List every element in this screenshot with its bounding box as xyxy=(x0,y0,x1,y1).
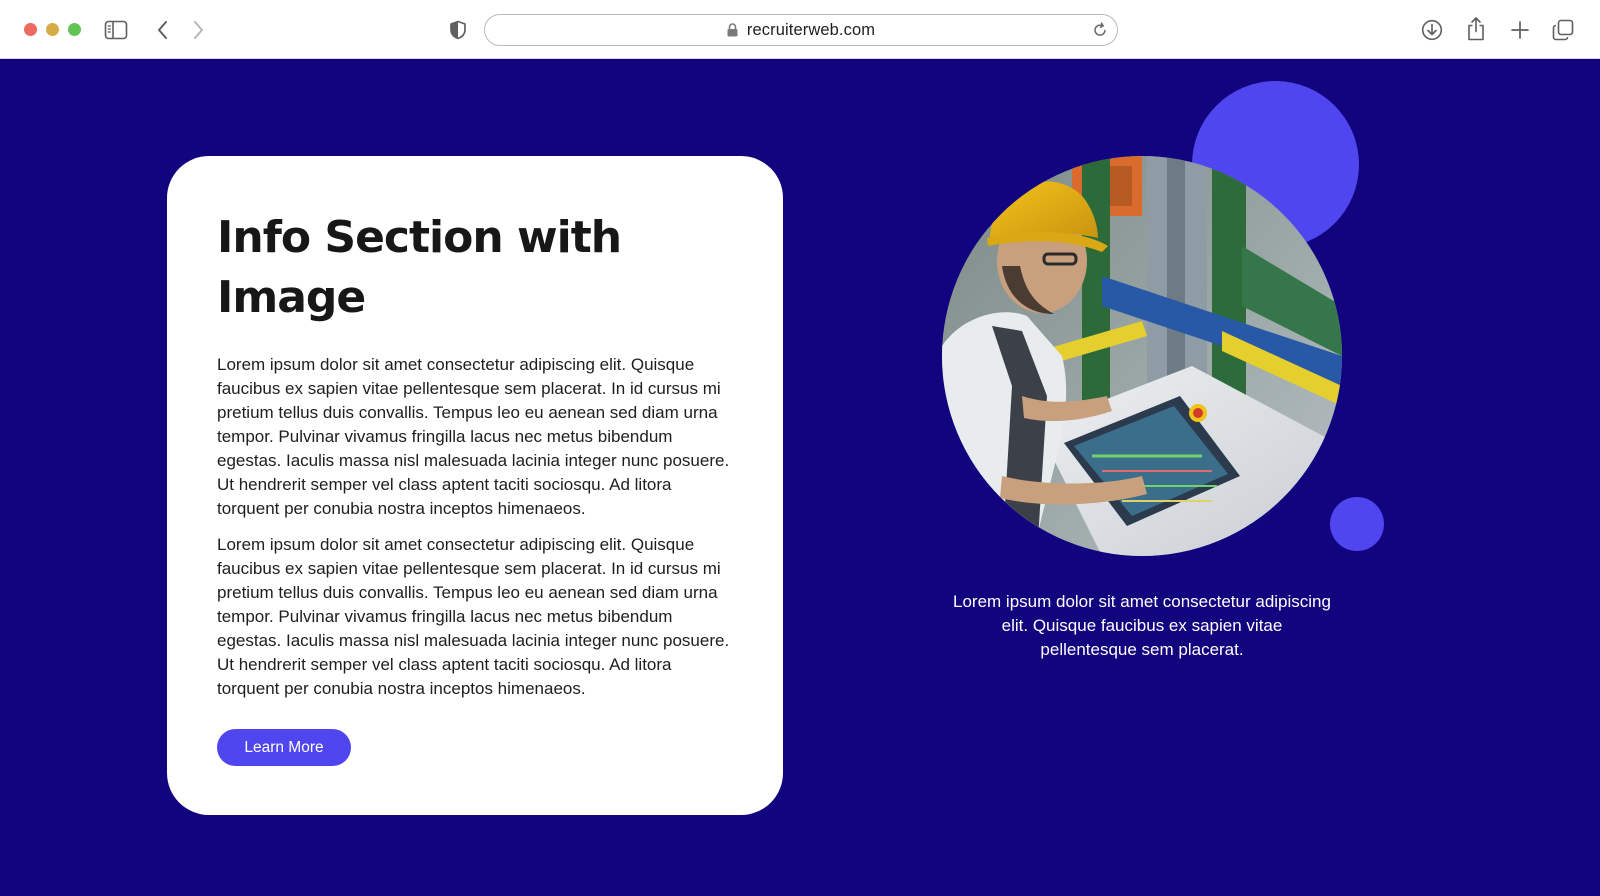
chevron-right-icon[interactable] xyxy=(187,18,209,42)
shield-icon[interactable] xyxy=(446,18,470,42)
plus-icon[interactable] xyxy=(1507,17,1533,43)
factory-worker-photo xyxy=(942,156,1342,556)
image-caption: Lorem ipsum dolor sit amet consectetur adipiscing elit. Quisque faucibus ex sapien vitae pellentesque sem placerat. xyxy=(953,592,1331,659)
address-bar[interactable] xyxy=(484,14,1118,46)
learn-more-button[interactable]: Learn More xyxy=(217,729,351,766)
sidebar-icon[interactable] xyxy=(103,18,129,42)
info-card xyxy=(167,156,783,815)
chevron-left-icon[interactable] xyxy=(152,18,174,42)
browser-toolbar xyxy=(0,0,1600,59)
body-paragraph-2: Lorem ipsum dolor sit amet consectetur adipiscing elit. Quisque faucibus ex sapien vitae pellentesque sem placerat. In id cursus mi pretium tellus duis convallis. Tempus leo eu aenean sed diam urna tempor. Pulvinar vivamus fringilla lacus nec metus bibendum egestas. Iaculis massa nisl malesuada lacinia integer nunc posuere. Ut hendrerit semper vel class aptent taciti sociosqu. Ad litora torquent per conubia nostra inceptos himenaeos. xyxy=(217,535,730,698)
url-text: recruiterweb.com xyxy=(746,20,876,39)
close-window-button[interactable] xyxy=(24,23,37,36)
tabs-overview-icon[interactable] xyxy=(1550,17,1576,43)
minimize-window-button[interactable] xyxy=(46,23,59,36)
lock-icon xyxy=(727,23,738,37)
reload-icon[interactable] xyxy=(1091,21,1109,39)
section-title: Info Section with Image xyxy=(217,212,622,323)
download-icon[interactable] xyxy=(1419,17,1445,43)
share-icon[interactable] xyxy=(1463,15,1489,43)
body-paragraph-1: Lorem ipsum dolor sit amet consectetur adipiscing elit. Quisque faucibus ex sapien vitae pellentesque sem placerat. In id cursus mi pretium tellus duis convallis. Tempus leo eu aenean sed diam urna tempor. Pulvinar vivamus fringilla lacus nec metus bibendum egestas. Iaculis massa nisl malesuada lacinia integer nunc posuere. Ut hendrerit semper vel class aptent taciti sociosqu. Ad litora torquent per conubia nostra inceptos himenaeos. xyxy=(217,355,730,518)
zoom-window-button[interactable] xyxy=(68,23,81,36)
decorative-circle-small xyxy=(1330,497,1384,551)
